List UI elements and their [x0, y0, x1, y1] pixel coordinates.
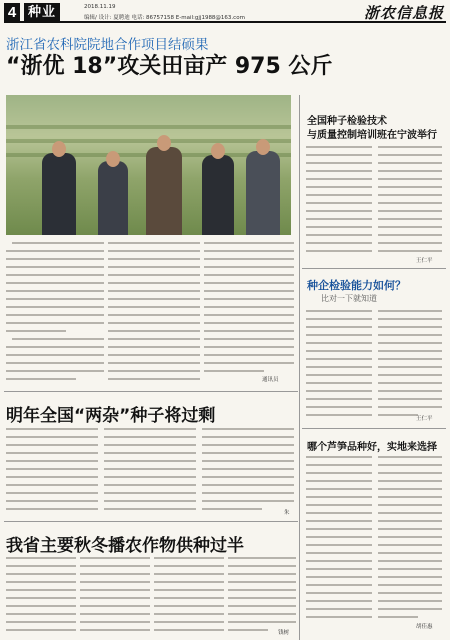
- right-top-byline: 王仁平: [416, 258, 433, 264]
- editor-line: 编辑/ 设计: 夏聘迪 电话: 86757158 E-mail:gjj1988@163.com: [84, 15, 245, 21]
- field-photo: [6, 95, 291, 235]
- right-mid-title: 种企检验能力如何？: [307, 279, 406, 292]
- bottom-story-byline: 钱树: [278, 630, 290, 636]
- lead-byline: 通讯员: [262, 377, 279, 383]
- masthead: [4, 3, 446, 23]
- right-bottom-title: 哪个芦笋品种好，实地来选择: [307, 442, 437, 453]
- bottom-story-title: 我省主要秋冬播农作物供种过半: [6, 536, 244, 556]
- page-number: 4: [4, 3, 20, 22]
- right-top-title-2: 与质量控制培训班在宁波举行: [307, 130, 437, 141]
- right-mid-byline: 王仁平: [416, 416, 433, 422]
- right-mid-subtitle: 比对一下就知道: [321, 294, 377, 303]
- issue-date: 2018.11.19: [84, 4, 116, 10]
- section-name: 种业: [24, 3, 60, 22]
- middle-story-title: 明年全国“两杂”种子将过剩: [6, 406, 216, 426]
- middle-story-byline: 朱: [284, 510, 290, 516]
- right-top-title-1: 全国种子检验技术: [307, 116, 387, 127]
- right-bottom-byline: 胡佳惠: [416, 624, 433, 630]
- lead-headline: “浙优 18”攻关田亩产 975 公斤: [6, 54, 333, 79]
- paper-name: 浙农信息报: [363, 4, 444, 22]
- lead-kicker: 浙江省农科院院地合作项目结硕果: [6, 37, 209, 53]
